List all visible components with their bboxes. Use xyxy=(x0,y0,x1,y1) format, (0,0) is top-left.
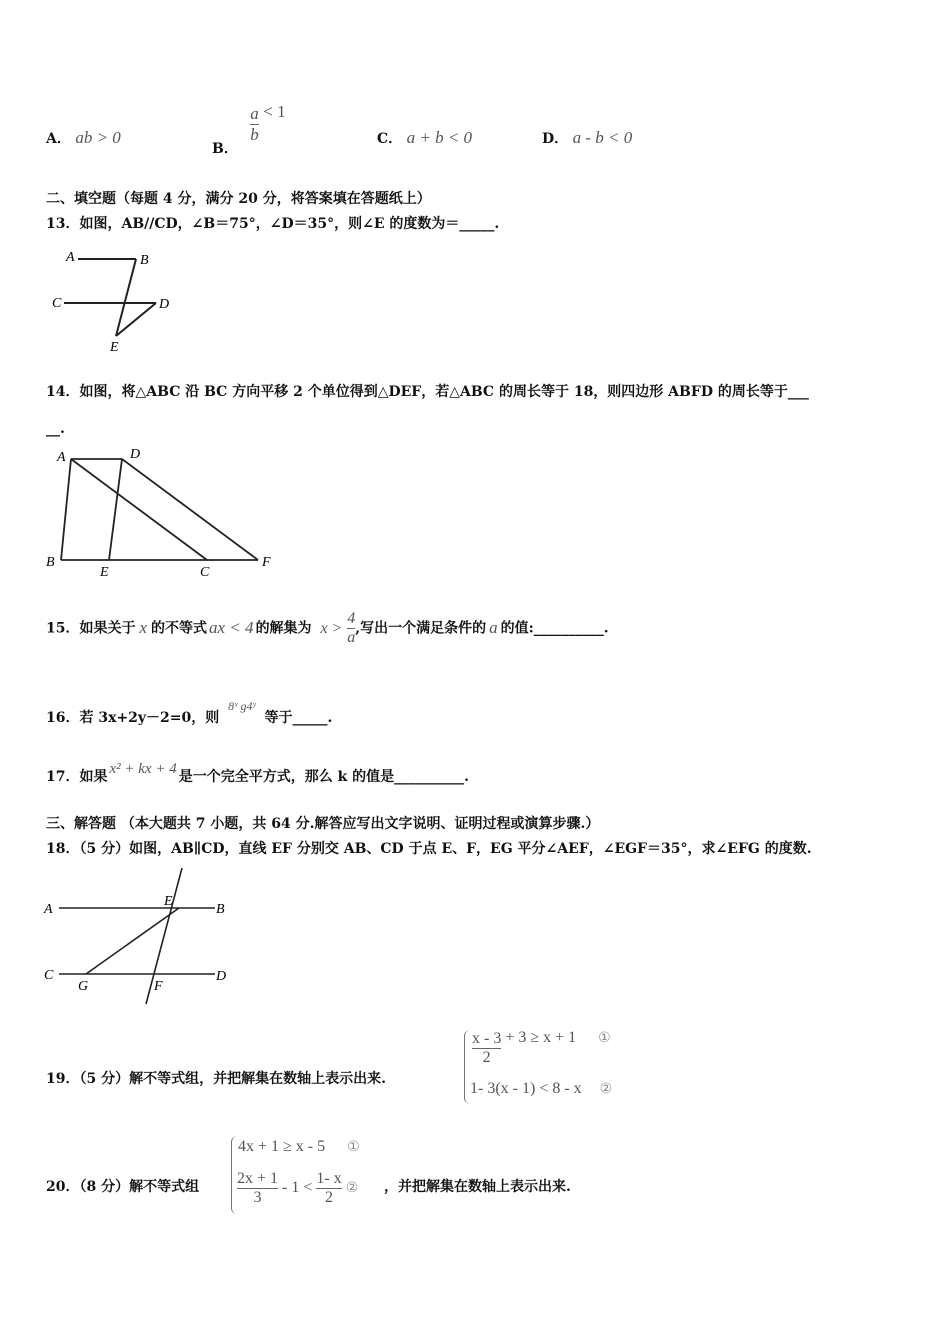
q15-part2: 的不等式 xyxy=(151,620,208,637)
q15-part1: 15．如果关于 xyxy=(46,620,136,637)
line-de xyxy=(109,459,122,560)
q20-eq2-mark: ② xyxy=(345,1180,359,1197)
q15-sol-lhs: x > xyxy=(320,619,343,637)
label-b: B xyxy=(46,555,55,570)
option-a-expr: ab > 0 xyxy=(75,128,121,147)
label-e: E xyxy=(100,565,109,580)
section-3-title: 三、解答题 （本大题共 7 小题，共 64 分.解答应写出文字说明、证明过程或演算步骤.） xyxy=(46,816,600,832)
line-be xyxy=(116,259,136,336)
option-b-label: B． xyxy=(212,140,238,157)
q20-eq2-fraction1 xyxy=(237,1170,278,1207)
q20-eq2-num2: 1- x xyxy=(316,1170,342,1187)
line-de xyxy=(116,303,156,336)
option-b-denominator: b xyxy=(250,125,259,144)
label-b: B xyxy=(216,902,225,917)
label-c: C xyxy=(200,565,210,580)
q13-figure xyxy=(46,244,186,356)
option-b-rest: < 1 xyxy=(263,101,286,121)
label-c: C xyxy=(44,968,54,983)
line-ac xyxy=(71,459,207,560)
label-d: D xyxy=(159,297,170,312)
q19-eq1 xyxy=(472,1030,611,1067)
label-d: D xyxy=(130,447,141,462)
q15-part4: ,写出一个满足条件的 xyxy=(355,620,487,637)
q16-part2: 等于_____. xyxy=(264,710,333,726)
q17-part1: 17．如果 xyxy=(46,769,108,785)
question-18: 18．（5 分）如图，AB∥CD，直线 EF 分别交 AB、CD 于点 E、F，EG 平分∠AEF，∠EGF＝35°，求∠EFG 的度数. xyxy=(46,841,812,857)
label-a: A xyxy=(57,450,66,465)
question-20-suffix: ，并把解集在数轴上表示出来. xyxy=(384,1179,571,1195)
label-g: G xyxy=(78,979,89,994)
line-ef xyxy=(146,868,182,1004)
option-c xyxy=(377,128,472,148)
q15-var-a: a xyxy=(489,617,498,637)
q19-eq1-num: x - 3 xyxy=(472,1030,502,1047)
q20-eq1 xyxy=(238,1138,360,1156)
q18-figure xyxy=(40,868,240,1008)
q19-eq1-den: 2 xyxy=(482,1049,491,1066)
q20-eq2-fraction2 xyxy=(316,1170,341,1207)
q15-sol-den: a xyxy=(347,629,356,646)
option-d-expr: a - b < 0 xyxy=(572,128,633,147)
q17-expr: x² + kx + 4 xyxy=(109,761,177,777)
q16-expr: 8ˣ g4ʸ xyxy=(228,699,256,713)
question-13: 13．如图，AB//CD，∠B＝75°，∠D＝35°，则∠E 的度数为＝_____. xyxy=(46,216,500,232)
question-20-prefix: 20．（8 分）解不等式组 xyxy=(46,1179,200,1195)
q19-eq2 xyxy=(470,1080,612,1098)
q19-eq2-mark: ② xyxy=(599,1081,613,1097)
q16-part1: 16．若 3x+2y－2=0，则 xyxy=(46,710,220,726)
question-16 xyxy=(46,699,333,727)
label-f: F xyxy=(262,555,271,570)
label-d: D xyxy=(216,969,227,984)
label-a: A xyxy=(44,902,53,917)
q20-eq2 xyxy=(237,1170,358,1207)
q20-eq2-den1: 3 xyxy=(253,1189,262,1206)
label-f: F xyxy=(154,979,163,994)
line-eg xyxy=(86,908,179,974)
question-17 xyxy=(46,761,470,786)
question-15 xyxy=(46,610,609,647)
q15-var-x: x xyxy=(139,617,148,637)
q20-eq2-num1: 2x + 1 xyxy=(237,1170,279,1187)
label-a: A xyxy=(66,250,75,265)
question-14-line2: __. xyxy=(46,421,65,437)
option-a-label: A． xyxy=(46,131,71,147)
option-b-fraction xyxy=(250,104,259,145)
q15-sol-num: 4 xyxy=(347,610,356,627)
q19-eq2-expr: 1- 3(x - 1) < 8 - x xyxy=(470,1080,582,1097)
q15-part5: 的值:__________. xyxy=(500,620,609,637)
q20-eq2-mid: - 1 < xyxy=(282,1179,313,1197)
label-c: C xyxy=(52,296,62,311)
label-e: E xyxy=(110,340,119,355)
label-b: B xyxy=(140,253,149,268)
option-d xyxy=(542,128,632,148)
question-14-line1: 14．如图，将△ABC 沿 BC 方向平移 2 个单位得到△DEF，若△ABC 的周长等于 18，则四边形 ABFD 的周长等于___ xyxy=(46,384,809,400)
question-19: 19．（5 分）解不等式组，并把解集在数轴上表示出来. xyxy=(46,1071,386,1087)
option-a xyxy=(46,128,121,148)
line-df xyxy=(122,459,258,560)
q14-figure xyxy=(40,442,280,582)
q17-part2: 是一个完全平方式，那么 k 的值是__________. xyxy=(178,769,470,785)
q19-eq1-fraction xyxy=(472,1030,501,1067)
q15-ineq: ax < 4 xyxy=(209,617,254,637)
option-b-numerator: a xyxy=(250,104,259,123)
q20-eq1-expr: 4x + 1 ≥ x - 5 xyxy=(238,1138,326,1155)
option-b xyxy=(212,101,286,157)
line-ab xyxy=(61,459,71,560)
q20-eq2-den2: 2 xyxy=(325,1189,334,1206)
option-d-label: D． xyxy=(542,131,569,147)
q15-part3: 的解集为 xyxy=(255,620,312,637)
option-c-label: C． xyxy=(377,131,403,147)
q20-eq1-mark: ① xyxy=(347,1139,360,1155)
section-2-title: 二、填空题（每题 4 分，满分 20 分，将答案填在答题纸上） xyxy=(46,191,431,207)
q19-eq1-mark: ① xyxy=(598,1030,611,1047)
label-e: E xyxy=(164,894,173,909)
option-c-expr: a + b < 0 xyxy=(406,128,473,147)
q19-eq1-rest: + 3 ≥ x + 1 xyxy=(505,1029,577,1047)
